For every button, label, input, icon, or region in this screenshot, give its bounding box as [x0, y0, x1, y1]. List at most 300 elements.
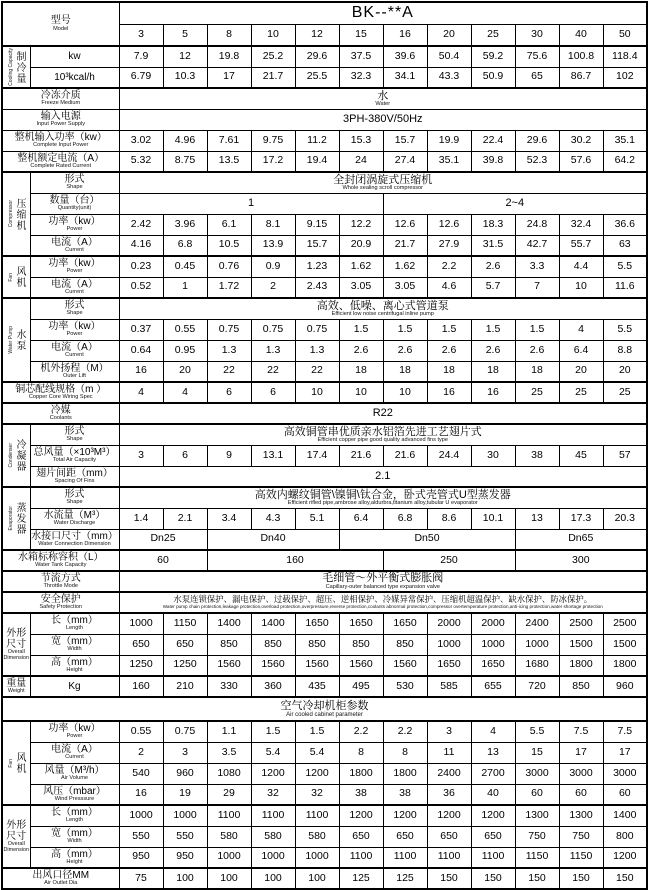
cell-subtext: Wind Presssure — [54, 795, 95, 802]
cell-text: 16 — [399, 27, 411, 40]
value-cell — [471, 130, 515, 151]
group-overall-dimension — [2, 613, 30, 676]
row-label — [2, 151, 119, 172]
cell-subtext: Current — [65, 246, 84, 253]
value-cell — [339, 67, 383, 88]
value-cell — [163, 676, 207, 697]
group-fan-cabinet — [2, 721, 30, 805]
value-cell — [383, 721, 427, 742]
cell-text: 出风口径MM — [32, 869, 90, 881]
cell-text: 29 — [223, 787, 235, 800]
value-cell — [427, 46, 471, 67]
row-label — [30, 763, 119, 784]
cell-text: 毛细管～外平衡式膨胀阀 — [322, 572, 444, 585]
value-cell — [163, 277, 207, 298]
value-cell — [339, 508, 383, 529]
cell-text: 10 — [311, 385, 323, 398]
value-cell — [559, 46, 603, 67]
value-cell — [251, 214, 295, 235]
value-cell — [559, 508, 603, 529]
value-cell — [427, 319, 471, 340]
value-cell — [163, 763, 207, 784]
value-cell — [119, 571, 647, 592]
table-row — [2, 487, 647, 508]
value-cell — [603, 256, 647, 277]
cell-text: 10.5 — [218, 238, 240, 251]
cell-text: 2.6 — [397, 343, 413, 356]
cell-text: 38 — [399, 787, 411, 800]
cell-text: 形式 — [64, 300, 85, 312]
value-cell — [295, 784, 339, 805]
value-cell — [119, 172, 647, 193]
value-cell — [251, 805, 295, 826]
cell-text: 1100 — [305, 808, 329, 821]
value-cell — [603, 382, 647, 403]
cell-text: 1150 — [173, 616, 197, 629]
value-cell — [559, 763, 603, 784]
value-cell — [119, 193, 383, 214]
cell-text: 9 — [226, 448, 232, 461]
row-label — [30, 277, 119, 298]
cell-subtext: Height — [66, 858, 83, 865]
value-cell — [119, 613, 163, 634]
table-row — [2, 676, 647, 697]
value-cell — [383, 868, 427, 889]
value-cell — [559, 235, 603, 256]
value-cell — [295, 277, 339, 298]
group-label-cn: 风机 — [14, 266, 25, 288]
value-cell — [251, 361, 295, 382]
cell-text: 11.6 — [614, 280, 635, 293]
value-cell — [207, 214, 251, 235]
cell-subtext: Air Volume — [60, 775, 89, 782]
cell-text: 4.3 — [265, 511, 281, 524]
cell-text: 38 — [355, 787, 367, 800]
value-cell — [559, 130, 603, 151]
value-cell — [515, 24, 559, 46]
value-cell — [295, 382, 339, 403]
value-cell — [559, 634, 603, 655]
cell-text: 16 — [487, 385, 499, 398]
value-cell — [119, 466, 647, 487]
cell-text: 机外扬程（M） — [40, 362, 109, 374]
value-cell — [251, 445, 295, 466]
cell-text: 电流（A） — [51, 341, 98, 353]
cell-text: 21.7 — [262, 70, 284, 83]
value-cell — [295, 445, 339, 466]
cell-text: 水流量（M³） — [43, 509, 106, 521]
value-cell — [119, 550, 207, 571]
value-cell — [251, 319, 295, 340]
value-cell — [383, 214, 427, 235]
cell-text: 1.5 — [529, 322, 545, 335]
value-cell — [603, 214, 647, 235]
value-cell — [515, 676, 559, 697]
value-cell — [295, 868, 339, 889]
value-cell — [427, 214, 471, 235]
value-cell — [427, 130, 471, 151]
cell-subtext: Throttle Mode — [43, 583, 78, 590]
value-cell — [515, 46, 559, 67]
value-cell — [603, 847, 647, 868]
value-cell — [207, 508, 251, 529]
value-cell — [515, 151, 559, 172]
cell-text: 8 — [402, 745, 408, 758]
value-cell — [295, 655, 339, 676]
cell-text: 25 — [575, 385, 587, 398]
cell-text: 5.4 — [265, 745, 281, 758]
row-label — [30, 214, 119, 235]
cell-subtext: Quantity(unit) — [57, 205, 92, 212]
cell-text: 86.7 — [570, 70, 592, 83]
cell-subtext: Copper Core Wiring Spec — [28, 394, 93, 401]
cell-text: 1.23 — [306, 259, 328, 272]
cell-text: 8.75 — [174, 154, 196, 167]
value-cell — [515, 805, 559, 826]
value-cell — [207, 805, 251, 826]
cell-text: 1800 — [349, 766, 373, 779]
value-cell — [119, 868, 163, 889]
value-cell — [559, 676, 603, 697]
cell-subtext: Freeze Medium — [41, 100, 81, 107]
value-cell — [339, 676, 383, 697]
value-cell — [559, 382, 603, 403]
cell-text: 585 — [440, 679, 458, 692]
row-label — [30, 613, 119, 634]
cell-text: 6.4 — [573, 343, 589, 356]
value-cell — [603, 763, 647, 784]
value-cell — [427, 655, 471, 676]
table-row — [2, 193, 647, 214]
value-cell — [515, 634, 559, 655]
value-cell — [603, 508, 647, 529]
cell-text: 15.3 — [350, 133, 372, 146]
cell-text: 全封闭涡旋式压缩机 — [333, 173, 433, 186]
value-cell — [559, 826, 603, 847]
value-cell — [251, 67, 295, 88]
cell-subtext: Current — [65, 754, 84, 761]
cell-text: 2.43 — [306, 280, 328, 293]
cell-text: 17.4 — [306, 448, 328, 461]
cell-text: 12 — [311, 27, 323, 40]
cell-text: 960 — [616, 679, 634, 692]
value-cell — [295, 634, 339, 655]
cell-text: 铜芯配线规格（m ） — [15, 383, 107, 395]
value-cell — [163, 805, 207, 826]
value-cell — [207, 613, 251, 634]
cell-text: 2.2 — [397, 724, 413, 737]
value-cell — [251, 130, 295, 151]
value-cell — [119, 826, 163, 847]
cell-text: 3.96 — [174, 217, 196, 230]
value-cell — [383, 634, 427, 655]
cell-text: 50 — [618, 27, 631, 40]
value-cell — [119, 109, 647, 130]
row-label — [30, 847, 119, 868]
value-cell — [471, 214, 515, 235]
cell-text: 3.5 — [221, 745, 237, 758]
row-label — [2, 592, 119, 613]
cell-text: 10 — [355, 385, 367, 398]
cell-text: 125 — [352, 871, 370, 884]
row-label — [2, 550, 119, 571]
cell-text: 15 — [355, 27, 367, 40]
value-cell — [295, 826, 339, 847]
cell-text: 800 — [616, 829, 634, 842]
group-label-cn: 蒸发器 — [14, 502, 25, 535]
value-cell — [559, 613, 603, 634]
value-cell — [251, 235, 295, 256]
value-cell — [603, 445, 647, 466]
value-cell — [119, 46, 163, 67]
cell-text: 60 — [157, 553, 169, 566]
value-cell — [207, 550, 383, 571]
row-label — [30, 721, 119, 742]
cell-text: 功率（kw） — [48, 320, 101, 332]
value-cell — [207, 784, 251, 805]
cell-text: 1.5 — [397, 322, 413, 335]
value-cell — [339, 634, 383, 655]
cell-text: 650 — [176, 637, 194, 650]
value-cell — [163, 24, 207, 46]
value-cell — [339, 151, 383, 172]
cell-subtext: Coolants — [49, 415, 72, 422]
value-cell — [471, 319, 515, 340]
value-cell — [163, 319, 207, 340]
value-cell — [295, 805, 339, 826]
cell-text: 宽（mm） — [51, 635, 98, 647]
cell-text: 4.96 — [174, 133, 196, 146]
cell-text: kw — [68, 51, 81, 63]
cell-text: 960 — [176, 766, 194, 779]
value-cell — [339, 721, 383, 742]
cell-text: 1100 — [437, 850, 461, 863]
group-label-cn: 水泵 — [14, 328, 25, 351]
cell-subtext: Length — [65, 625, 84, 632]
cell-text: 7.5 — [573, 724, 589, 737]
cell-text: 11.2 — [307, 133, 327, 146]
value-cell — [251, 382, 295, 403]
cell-subtext: Height — [66, 666, 83, 673]
cell-text: 39.6 — [394, 49, 416, 62]
cell-text: 1.1 — [221, 724, 237, 737]
value-cell — [515, 784, 559, 805]
cell-text: 8 — [226, 27, 232, 40]
value-cell — [339, 256, 383, 277]
value-cell — [383, 805, 427, 826]
cell-text: 1000 — [261, 850, 285, 863]
value-cell — [427, 613, 471, 634]
cell-text: 2.2 — [353, 724, 369, 737]
value-cell — [339, 130, 383, 151]
value-cell — [119, 508, 163, 529]
cell-text: 720 — [528, 679, 546, 692]
cell-subtext: Overall Dimension — [3, 649, 29, 661]
cell-text: 宽（mm） — [51, 827, 98, 839]
cell-text: 水 — [377, 89, 389, 102]
cell-text: 45 — [575, 448, 587, 461]
cell-subtext: Shape — [66, 436, 83, 443]
cell-text: 1300 — [525, 808, 549, 821]
cell-text: 25 — [618, 385, 631, 398]
cell-text: 25.5 — [306, 70, 328, 83]
cell-text: 655 — [484, 679, 502, 692]
value-cell — [427, 24, 471, 46]
row-label — [2, 403, 119, 424]
value-cell — [119, 529, 207, 550]
value-cell — [559, 361, 603, 382]
value-cell — [163, 67, 207, 88]
value-cell — [119, 130, 163, 151]
table-row — [2, 256, 647, 277]
value-cell — [207, 721, 251, 742]
group-label-en: Condenser — [7, 443, 14, 468]
cell-text: 2500 — [613, 616, 637, 629]
value-cell — [471, 847, 515, 868]
value-cell — [471, 826, 515, 847]
cell-text: 1500 — [613, 637, 637, 650]
value-cell — [383, 676, 427, 697]
cell-subtext: Length — [65, 817, 84, 824]
cell-text: 22 — [223, 364, 235, 377]
cell-text: 15.7 — [394, 133, 416, 146]
value-cell — [295, 319, 339, 340]
cell-text: 1000 — [217, 850, 241, 863]
cell-text: 2.6 — [353, 343, 369, 356]
cell-text: 4 — [578, 322, 584, 335]
value-cell — [515, 508, 559, 529]
cell-text: 750 — [528, 829, 546, 842]
table-row — [2, 805, 647, 826]
value-cell — [163, 256, 207, 277]
value-cell — [251, 826, 295, 847]
cell-text: 1000 — [173, 808, 197, 821]
table-row — [2, 550, 647, 571]
value-cell — [163, 847, 207, 868]
value-cell — [383, 763, 427, 784]
cell-text: 11 — [443, 745, 455, 758]
cell-text: 650 — [352, 829, 370, 842]
row-label — [30, 298, 119, 319]
cell-text: 17 — [223, 70, 235, 83]
cell-text: 35.1 — [438, 154, 460, 167]
cell-text: 0.75 — [262, 322, 284, 335]
value-cell — [471, 361, 515, 382]
cell-text: 1.5 — [265, 724, 281, 737]
value-cell — [119, 256, 163, 277]
cell-subtext: Current — [65, 352, 84, 359]
cell-text: 43.3 — [438, 70, 460, 83]
cell-text: 32.3 — [350, 70, 372, 83]
cell-subtext: Water Tank Capacity — [35, 562, 87, 569]
table-row — [2, 763, 647, 784]
value-cell — [339, 868, 383, 889]
cell-text: 1 — [182, 280, 188, 293]
cell-text: 2.42 — [130, 217, 152, 230]
cell-text: 24.8 — [526, 217, 548, 230]
value-cell — [119, 235, 163, 256]
value-cell — [207, 529, 339, 550]
cell-text: 4 — [138, 385, 144, 398]
value-cell — [163, 340, 207, 361]
cell-text: 20 — [575, 364, 587, 377]
group-cooling-capacity — [2, 46, 30, 88]
cell-text: 2700 — [481, 766, 505, 779]
value-cell — [207, 46, 251, 67]
cell-text: 5.5 — [617, 259, 633, 272]
cell-text: 水接口尺寸（mm） — [31, 530, 118, 542]
value-cell — [339, 319, 383, 340]
cell-text: 60 — [618, 787, 631, 800]
cell-text: 1560 — [261, 658, 285, 671]
cell-text: 1.4 — [133, 511, 149, 524]
cell-text: 22 — [311, 364, 323, 377]
value-cell — [471, 46, 515, 67]
row-label — [30, 529, 119, 550]
value-cell — [515, 67, 559, 88]
cell-text: 2 — [138, 745, 144, 758]
cell-text: 950 — [132, 850, 150, 863]
value-cell — [163, 508, 207, 529]
cell-text: 0.9 — [265, 259, 281, 272]
cell-text: 18 — [355, 364, 367, 377]
value-cell — [251, 763, 295, 784]
group-label-en: Fan — [7, 758, 14, 768]
cell-text: 0.75 — [218, 322, 240, 335]
cell-text: 2.1 — [177, 511, 193, 524]
cell-text: 冷冻介质 — [40, 90, 81, 102]
row-label — [30, 445, 119, 466]
value-cell — [383, 445, 427, 466]
cell-text: 1200 — [305, 766, 329, 779]
cell-text: 650 — [440, 829, 458, 842]
value-cell — [515, 445, 559, 466]
cell-text: 37.5 — [350, 49, 372, 62]
cell-text: 3 — [138, 448, 144, 461]
value-cell — [603, 613, 647, 634]
value-cell — [383, 46, 427, 67]
value-cell — [295, 763, 339, 784]
cell-subtext: Weight — [7, 688, 25, 695]
cell-text: 2400 — [525, 616, 549, 629]
cell-text: 0.95 — [174, 343, 196, 356]
value-cell — [383, 193, 647, 214]
cell-text: 15 — [531, 745, 543, 758]
cell-text: 850 — [572, 679, 590, 692]
cell-text: 功率（kw） — [48, 723, 101, 735]
cell-subtext: Water Connection Dimension — [38, 540, 111, 547]
cell-text: 118.4 — [612, 49, 638, 62]
value-cell — [295, 613, 339, 634]
value-cell — [427, 634, 471, 655]
cell-text: 36.6 — [614, 217, 635, 230]
cell-text: 1650 — [437, 658, 461, 671]
value-cell — [295, 130, 339, 151]
cell-text: 2400 — [437, 766, 461, 779]
cell-subtext: Water — [375, 100, 391, 107]
cell-text: 150 — [484, 871, 502, 884]
row-label — [2, 130, 119, 151]
cell-text: 1.3 — [309, 343, 325, 356]
cell-text: 1100 — [349, 850, 373, 863]
cell-text: 17 — [575, 745, 587, 758]
cell-text: 1150 — [525, 850, 549, 863]
value-cell — [339, 445, 383, 466]
cell-text: 100 — [220, 871, 238, 884]
cell-text: Dn65 — [568, 532, 594, 545]
row-label — [30, 46, 119, 67]
cell-text: 3.4 — [221, 511, 237, 524]
